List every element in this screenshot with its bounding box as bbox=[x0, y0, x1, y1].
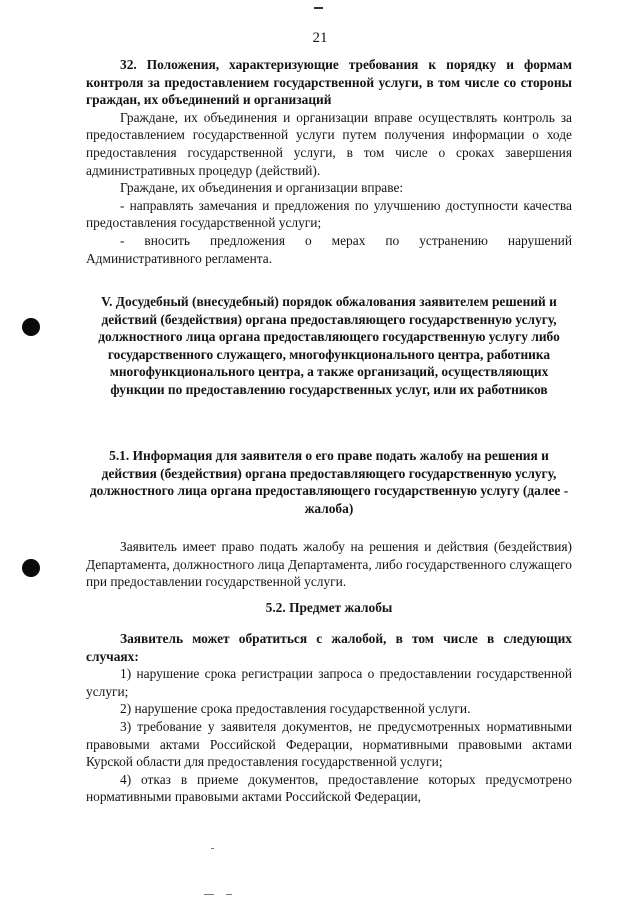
section-52-title bbox=[86, 599, 572, 617]
scan-speck bbox=[226, 894, 232, 895]
paragraph: Заявитель имеет право подать жалобу на решения и действия (бездействия) Департамента, должностного лица Департамента, либо государственного служащего при предоставлении государственной услуги. bbox=[86, 539, 572, 590]
section-32 bbox=[86, 56, 572, 267]
scan-speck bbox=[204, 894, 214, 895]
list-item: 3) требование у заявителя документов, не предусмотренных нормативными правовыми актами Российской Федерации, нормативными правовыми актами Курской области для предоставления государственной услуги; bbox=[86, 718, 572, 770]
paragraph: Граждане, их объединения и организации вправе: bbox=[120, 180, 404, 196]
paragraph: - направлять замечания и предложения по улучшению доступности качества предоставления государственной услуги; bbox=[86, 197, 572, 231]
section-5 bbox=[86, 293, 572, 399]
top-scan-mark bbox=[314, 7, 323, 9]
section-52-body bbox=[86, 630, 572, 806]
section-32-heading: 32. Положения, характеризующие требования к порядку и формам контроля за предоставлением государственной услуги, в том числе со стороны граждан, их объединений и организаций bbox=[86, 57, 572, 108]
paragraph: - вносить предложения о мерах по устранению нарушений Административного регламента. bbox=[86, 232, 572, 266]
paragraph: Граждане, их объединения и организации вправе осуществлять контроль за предоставлением государственной услуги путем получения информации о ходе предоставления государственной услуги, в том числе о сроках завершения административных процедур (действий). bbox=[86, 109, 572, 178]
list-item: 1) нарушение срока регистрации запроса о предоставлении государственной услуги; bbox=[86, 666, 572, 699]
section-51 bbox=[86, 447, 572, 517]
section-51-heading: 5.1. Информация для заявителя о его праве подать жалобу на решения и действия (бездействия) органа предоставляющего государственную услугу, должностного лица органа предоставляющего государственную услугу (далее - жалоба) bbox=[89, 448, 569, 516]
section-5-heading: V. Досудебный (внесудебный) порядок обжалования заявителем решений и действий (бездействия) органа предоставляющего государственную услугу, должностного лица органа предоставляющего государственную услугу либо государственного служащего, многофункционального центра, работника многофункционального центра, а также организаций, осуществляющих функции по предоставлению государственных услуг, или их работников bbox=[98, 294, 560, 397]
section-52-intro: Заявитель может обратиться с жалобой, в том числе в следующих случаях: bbox=[86, 631, 572, 664]
scan-speck bbox=[211, 848, 214, 849]
hole-punch-mark bbox=[22, 318, 40, 336]
page-number: 21 bbox=[312, 30, 328, 46]
section-51-body bbox=[86, 538, 572, 591]
hole-punch-mark bbox=[22, 559, 40, 577]
list-item: 4) отказ в приеме документов, предоставление которых предусмотрено нормативными правовыми актами Российской Федерации, bbox=[86, 771, 572, 805]
section-52-heading: 5.2. Предмет жалобы bbox=[265, 600, 393, 615]
list-item: 2) нарушение срока предоставления государственной услуги. bbox=[120, 701, 471, 717]
